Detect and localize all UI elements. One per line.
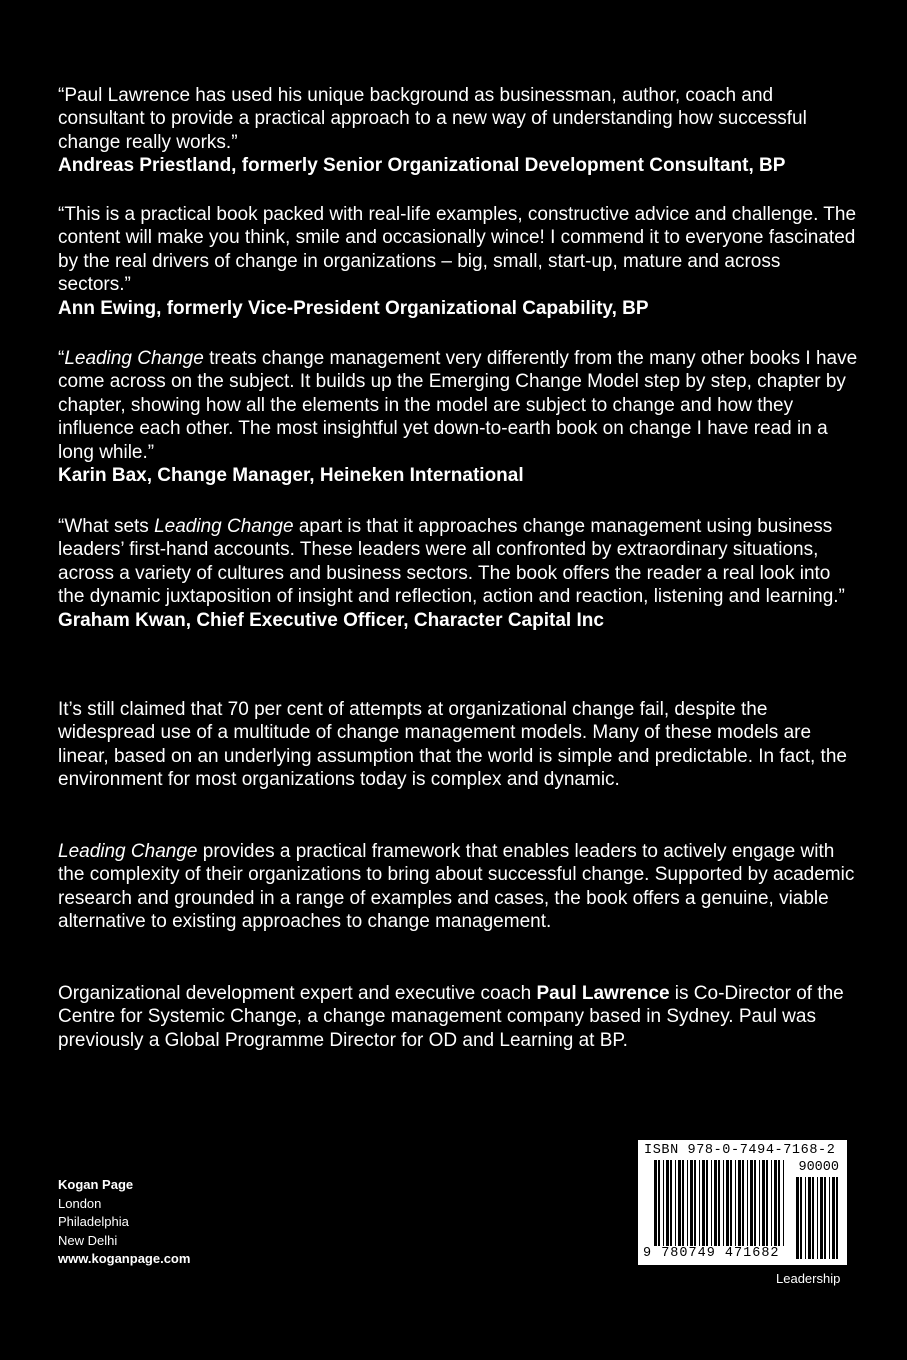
quote-1 <box>58 84 858 178</box>
description-paragraph-1: It’s still claimed that 70 per cent of attempts at organizational change fail, despite the widespread use of a multitude of change management models. Many of these models are linear, based on an underlying assumption that the world is simple and predictable. In fact, the environment for most organizations today is complex and dynamic. <box>58 699 847 791</box>
category-label: Leadership <box>776 1271 841 1286</box>
quote-4 <box>58 515 858 632</box>
quote-attribution: Ann Ewing, formerly Vice-President Organizational Capability, BP <box>58 297 649 319</box>
paragraph-body: provides a practical framework that enables leaders to actively engage with the complexity of their organizations to bring about successful change. Supported by academic research and grounded in a range of examples and cases, the book offers a genuine, viable alternative to existing approaches to change management. <box>58 841 855 933</box>
quote-text: “Paul Lawrence has used his unique background as businessman, author, coach and consultant to provide a practical approach to a new way of understanding how successful change really works.” <box>58 85 807 153</box>
quote-2 <box>58 203 858 320</box>
open-quote: “ <box>58 348 65 369</box>
price-code: 90000 <box>798 1160 839 1175</box>
publisher-city: Philadelphia <box>58 1214 129 1229</box>
bio-end: is Co-Director of the Centre for Systemic Change, a change management company based in Sydney. Paul was previously a Global Programme Director for OD and Learning at BP. <box>58 983 844 1051</box>
isbn-label: ISBN 978-0-7494-7168-2 <box>644 1143 836 1158</box>
ean-number: 9 780749 471682 <box>643 1246 780 1261</box>
book-title: Leading Change <box>64 348 204 369</box>
author-name: Paul Lawrence <box>536 983 670 1004</box>
quote-attribution: Graham Kwan, Chief Executive Officer, Character Capital Inc <box>58 609 604 631</box>
barcode <box>638 1140 847 1265</box>
quote-text <box>58 515 858 609</box>
publisher-city: London <box>58 1195 102 1211</box>
publisher-website: www.koganpage.com <box>58 1251 191 1266</box>
book-title: Leading Change <box>154 516 294 537</box>
book-title: Leading Change <box>58 841 198 862</box>
quote-body-end: apart is that it approaches change management using business leaders’ first-hand accounts. These leaders were all confronted by extraordinary situations, across a variety of cultures and business sectors. The book offers the reader a real look into the dynamic juxtaposition of insight and reflection, action and reaction, listening and learning.” <box>58 516 845 608</box>
publisher-name: Kogan Page <box>58 1177 134 1192</box>
quote-text <box>58 347 858 464</box>
description-paragraph-2 <box>58 840 858 934</box>
quote-text: “This is a practical book packed with real-life examples, constructive advice and challenge. The content will make you think, smile and occasionally wince! I commend it to everyone fascinated by the real drivers of change in organizations – big, small, start-up, mature and across sectors.” <box>58 204 857 296</box>
quote-body-start: “What sets <box>58 516 155 537</box>
author-bio <box>58 982 858 1052</box>
quote-body: treats change management very differently from the many other books I have come across on the subject. It builds up the Emerging Change Model step by step, chapter by chapter, showing how all the elements in the model are subject to change and how they influence each other. The most insightful yet down-to-earth book on change I have read in a long while.” <box>58 348 858 463</box>
quote-attribution: Karin Bax, Change Manager, Heineken International <box>58 465 524 487</box>
quote-3 <box>58 347 858 487</box>
bio-start: Organizational development expert and executive coach <box>58 983 537 1004</box>
publisher-city: New Delhi <box>58 1232 118 1248</box>
publisher-info <box>58 1176 190 1269</box>
quote-attribution: Andreas Priestland, formerly Senior Organizational Development Consultant, BP <box>58 155 786 177</box>
